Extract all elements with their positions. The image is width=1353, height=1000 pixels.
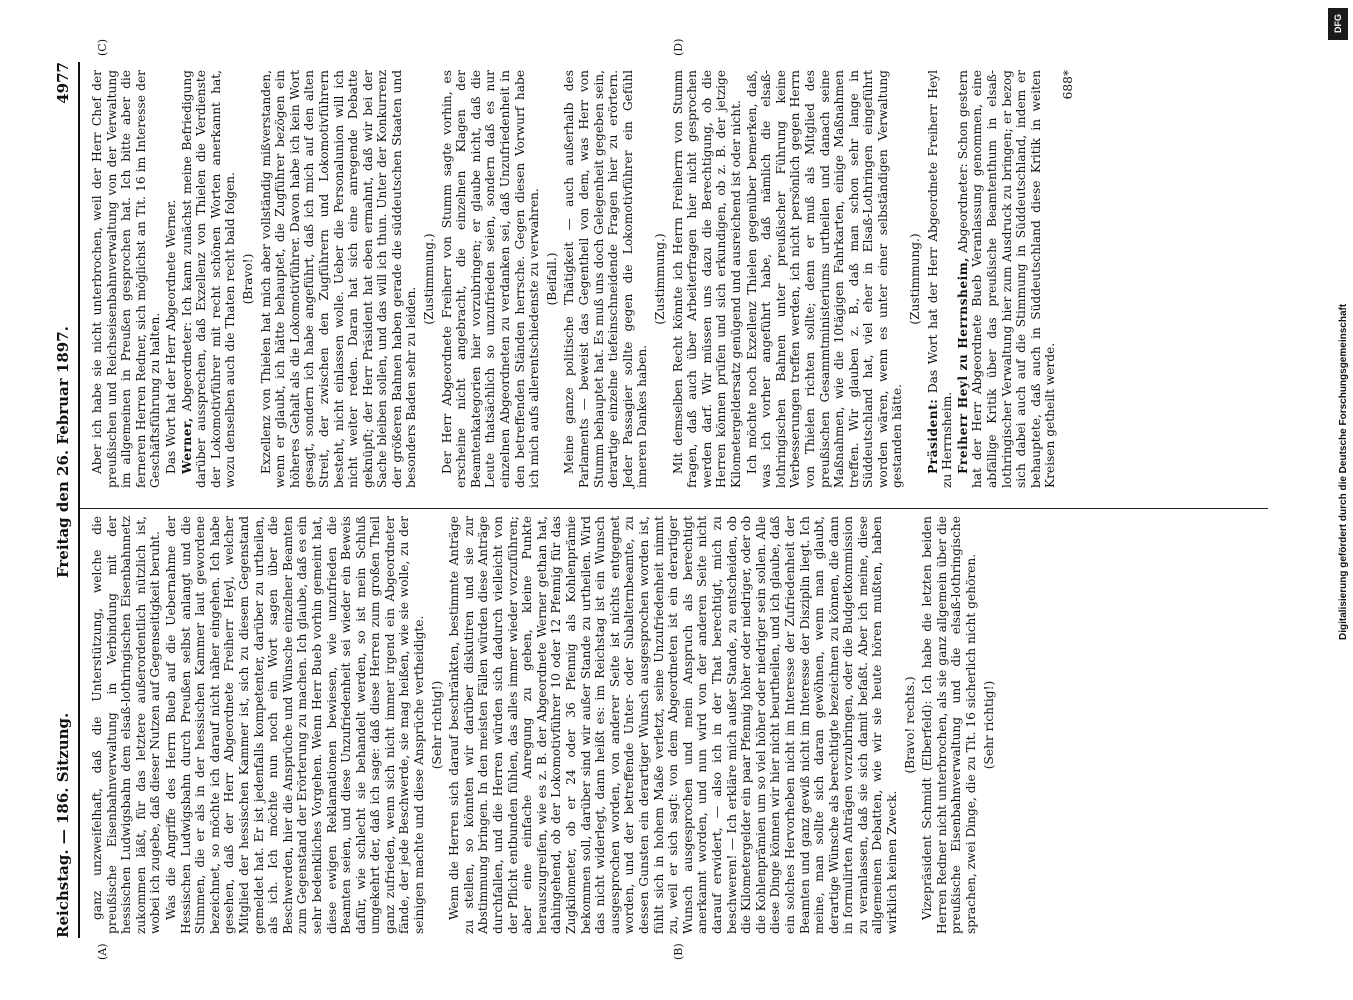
margin-marker-d: (D) [672, 38, 685, 56]
speech-text: Abgeordneter: Ich kann zunächst meine Befriedigung darüber aussprechen, daß Exzellenz von Thielen die Verdienste der Lokomotivführer mit recht schönen Worten anerkannt hat, wozu denselben auch die Thaten recht bald folgen. [179, 70, 238, 488]
interjection: (Sehr richtig!) [981, 680, 996, 770]
body-paragraph: Was die Angriffe des Herrn Bueb auf die Uebernahme der Hessischen Ludwigsbahn durch Preußen selbst anlangt und die Stimmen, die er als in der hessischen Kammer laut gewordene bezeichnet, so möchte ich darauf nicht näher eingehen. Ich habe gesehen, daß der Herr Abgeordnete Freiherr Heyl, welcher Mitglied der hessischen Kammer ist, sich zu diesem Gegenstand gemeldet hat. Er ist jedenfalls kompetenter, darüber zu urtheilen, als ich. Ich möchte nun noch ein Wort sagen über die Beschwerden, hier die Ansprüche und Wünsche einzelner Beamten zum Gegenstand der Erörterung zu machen. Ich glaube, daß es ein sehr bedenkliches Vorgehen. Wenn Herr Bueb vorhin gemeint hat, diese ewigen Reklamationen bewiesen, wie unzufrieden die Beamten seien, und diese Unzufriedenheit sei wieder ein Beweis dafür, wie schlecht sie behandelt werden, so ist mein Schluß umgekehrt der, daß ich sage: daß diese Herren zum großen Theil ganz zufrieden, wenn sich nicht immer irgend ein Abgeordneter fände, der jede Beschwerde, sie mag heißen, wie sie wolle, zu der seinigen machte und diese Ansprüche vertheidigte. [163, 516, 427, 934]
speech-paragraph [180, 70, 238, 488]
margin-marker-a: (A) [96, 943, 109, 960]
speaker-name: Präsident: [925, 398, 940, 474]
speech-text: Abgeordneter: Schon gestern hat der Herr Abgeordnete Bueb Veranlassung genommen, eine abfällige Kritik über das preußische Beamtenthum in elsaß-lothringischer Verwaltung hier zum Ausdruck zu bringen; er bezog sich dabei auch auf die Stimmung in Süddeutschland, indem er behauptete, daß auch in Süddeutschland diese Kritik in weiten Kreisen getheilt werde. [955, 70, 1058, 488]
speaker-name: Freiherr Heyl zu Herrnsheim, [955, 257, 970, 474]
body-paragraph: Vizepräsident Schmidt (Elberfeld): Ich habe die letzten beiden Herren Redner nicht unterbrochen, als sie ganz allgemein über die preußische Eisenbahnverwaltung und die elsaß-lothringische sprachen, zwei Dinge, die zu Tit. 16 sicherlich nicht gehören. [920, 516, 979, 934]
margin-marker-c: (C) [96, 39, 109, 56]
interjection: (Sehr richtig!) [429, 680, 444, 770]
interjection: (Bravo!) [240, 253, 255, 305]
header-date: Freitag den 26. Februar 1897. [54, 326, 72, 578]
interjection: (Zustimmung.) [652, 233, 667, 325]
speech-text: Das Wort hat der Herr Abgeordnete Freiherr Heyl zu Herrnsheim. [925, 70, 955, 488]
body-paragraph: ganz unzweifelhaft, daß die Unterstützung, welche die preußische Eisenbahnverwaltung in Verbindung mit der hessischen Ludwigsbahn dem elsaß-lothringischen Eisenbahnnetz zukommen läßt, für das letztere außerordentlich nützlich ist, wobei ich zugebe, daß dieser Nutzen auf Gegenseitigkeit beruht. [90, 516, 163, 934]
column-divider [80, 508, 1268, 509]
funding-credit: Digitalisierung gefördert durch die Deutsche Forschungsgemeinschaft [1338, 303, 1349, 640]
interjection: (Zustimmung.) [422, 233, 437, 325]
interjection: (Bravo! rechts.) [902, 676, 917, 774]
body-paragraph: Exzellenz von Thielen hat mich aber vollständig mißverstanden, wenn er glaubt, ich hätte behauptet, die Zugführer bezögen ein höheres Gehalt als die Lokomotivführer. Davon habe ich kein Wort gesagt, sondern ich habe angeführt, daß ich mich auf den alten Streit, der zwischen den Zugführern und Lokomotivführern besteht, nicht einlassen wolle. Ueber die Personalunion will ich nicht weiter reden. Daran hat sich eine anregende Debatte geknüpft; der Herr Präsident hat eben ermahnt, daß wir bei der Sache bleiben sollen, und das will ich thun. Unter der Konkurrenz der größeren Bahnen haben gerade die süddeutschen Staaten und besonders Baden sehr zu leiden. [258, 70, 419, 488]
right-column [90, 70, 1079, 488]
page-header [52, 62, 80, 938]
body-paragraph: Wenn die Herren sich darauf beschränkten, bestimmte Anträge zu stellen, so könnten wir darüber diskutiren und sie zur Abstimmung bringen. In den meisten Fällen würden diese Anträge durchfallen, und die Herren würden sich dadurch vielleicht von der Pflicht entbunden fühlen, das alles immer wieder vorzuführen; aber eine einfache Anregung zu geben, kleine Punkte herauszugreifen, wie es z. B. der Abgeordnete Werner gethan hat, dahingehend, ob der Lokomotivführer 10 oder 12 Pfennig für das Zugkilometer, ob er 24 oder 36 Pfennig als Kohlenprämie bekommen soll, darüber sind wir außer Stande zu urtheilen. Wird das nicht widerlegt, dann heißt es: im Reichstag ist ein Wunsch ausgesprochen worden, von anderer Seite ist nichts entgegnet worden, und der betreffende Unter- oder Subalternbeamte, zu dessen Gunsten ein derartiger Wunsch ausgesprochen worden ist, fühlt sich in hohem Maße verletzt, seine Unzufriedenheit nimmt zu, weil er sich sagt: von dem Abgeordneten ist ein derartiger Wunsch ausgesprochen und mein Anspruch als berechtigt anerkannt worden, und nun wird von der anderen Seite nicht darauf erwidert, — also ich in der That berechtigt, mich zu beschweren! — Ich erkläre mich außer Stande, zu entscheiden, ob die Kilometergelder ein paar Pfennig höher oder niedriger, oder ob die Kohlenprämien um so viel höher oder niedriger sein sollen. Alle diese Dinge können wir hier nicht beurtheilen, und ich glaube, daß ein solches Hervorheben nicht im Interesse der Zufriedenheit der Beamten und ganz gewiß nicht im Interesse der Disziplin liegt. Ich meine, man sollte sich daran gewöhnen, wenn man glaubt, derartige Wünsche als berechtigte bezeichnen zu können, die dann in formulirten Anträgen vorzubringen, oder die Budgetkommission zu veranlassen, daß sie sich damit befaßt. Aber ich meine, diese allgemeinen Debatten, wie wir sie heute hören mußten, haben wirklich keinen Zweck. [447, 516, 900, 934]
interjection: (Zustimmung.) [908, 233, 923, 325]
speech-paragraph [956, 70, 1058, 488]
body-paragraph: Aber ich habe sie nicht unterbrochen, weil der Herr Chef der preußischen und Reichseisenbahnverwaltung von der Verwaltung im allgemeinen in Preußen gesprochen hat. Ich bitte aber die ferneren Herren Redner, sich möglichst an Tit. 16 im Interesse der Geschäftsführung zu halten. [90, 70, 163, 488]
interjection: (Beifall.) [544, 252, 559, 306]
margin-marker-b: (B) [672, 943, 685, 960]
body-paragraph: Der Herr Abgeordnete Freiherr von Stumm sagte vorhin, es erscheine nicht angebracht, die einzelnen Klagen der Beamtenkategorien hier vorzubringen; er glaube nicht, daß die Leute thatsächlich so unzufrieden seien, sondern daß es nur einzelnen Abgeordneten zu verdanken sei, daß Unzufriedenheit in den betreffenden Ständen herrsche. Gegen diesen Vorwurf habe ich mich aufs allerentschiedenste zu verwahren. [439, 70, 542, 488]
body-paragraph: Ich möchte noch Exzellenz Thielen gegenüber bemerken, daß, was ich vorher angeführt habe, daß nämlich die elsaß-lothringischen Bahnen unter preußischer Führung keine Verbesserungen treffen werden, ich nicht persönlich gegen Herrn von Thielen richten sollte; denn er muß als Mitglied des preußischen Gesammtministeriums urtheilen und danach seine Maßnahmen, wie die 10tägigen Fahrkarten, einige Maßnahmen treffen. Wir glauben z. B., daß man schon sehr lange in Süddeutschland hat, viel eher in Elsaß-Lothringen eingeführt worden wären, wenn es unter einer selbständigen Verwaltung gestanden hätte. [744, 70, 905, 488]
body-paragraph: Meine ganze politische Thätigkeit — auch außerhalb des Parlaments — beweist das Gegentheil von dem, was Herr von Stumm behauptet hat. Es muß uns doch Gelegenheit gegeben sein, derartige einzelne tiefeinschneidende Fragen hier zu erörtern. Jeder Passagier sollte gegen die Lokomotivführer ein Gefühl inneren Dankes haben. [562, 70, 650, 488]
speaker-name: Werner, [179, 417, 194, 474]
sheet-number: 688* [1061, 70, 1075, 100]
speech-paragraph [926, 70, 955, 488]
dfg-logo: DFG [1328, 8, 1348, 40]
left-column [90, 516, 999, 934]
body-paragraph: Mit demselben Recht könnte ich Herrn Freiherrn von Stumm fragen, daß auch über Arbeiterfragen hier nicht gesprochen werden darf. Wir müssen uns dazu die Berechtigung, ob die Herren können prüfen und sich erkundigen, ob z. B. der jetzige Kilometergeldersatz genügend und ausreichend ist oder nicht. [670, 70, 743, 488]
body-paragraph: Das Wort hat der Herr Abgeordnete Werner. [163, 199, 178, 474]
header-session: Reichstag. — 186. Sitzung. [54, 712, 72, 938]
header-page-number: 4977 [54, 62, 72, 104]
